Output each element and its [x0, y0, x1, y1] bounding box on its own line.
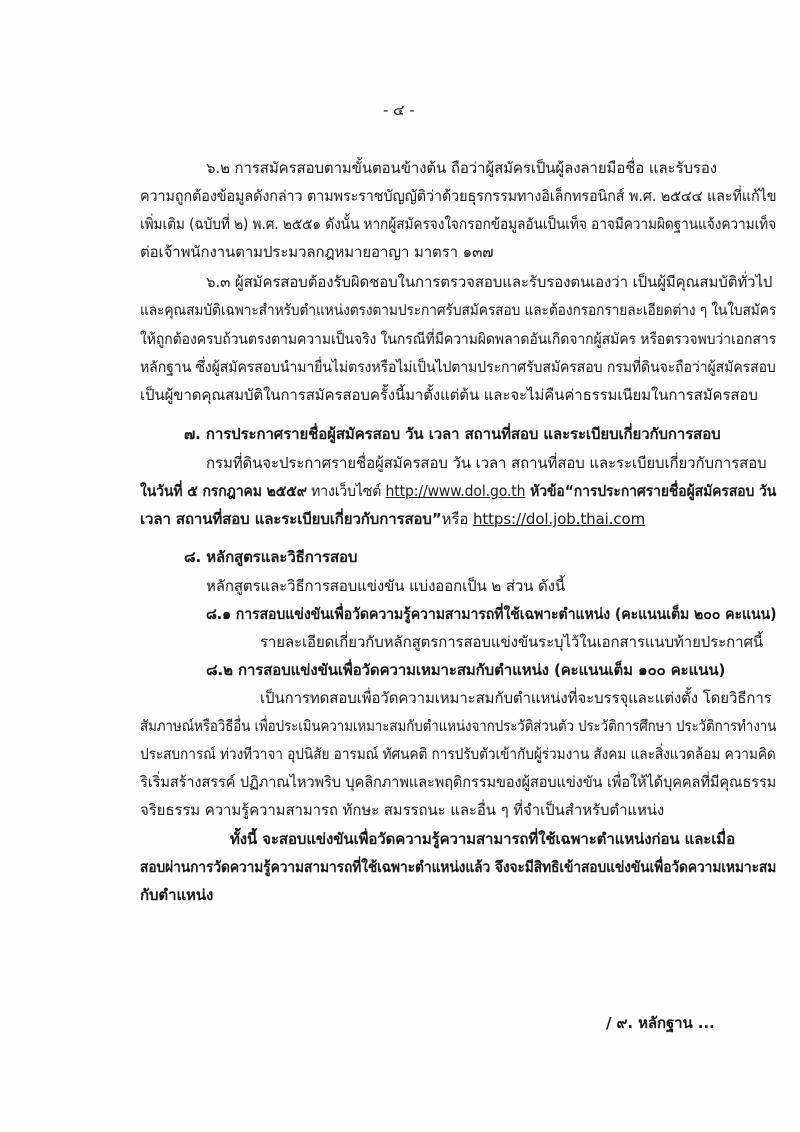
sec63-line2: และคุณสมบัติเฉพาะสำหรับตำแหน่งตรงตามประกาศรับสมัครสอบ และต้องกรอกรายละเอียดต่าง ๆ ในใบสมัคร	[140, 301, 777, 319]
sec82-line5: จริยธรรม ความรู้ความสามารถ ทักษะ สมรรถนะ และอื่น ๆ ที่จำเป็นสำหรับตำแหน่ง	[140, 801, 665, 819]
sec62-line2: ความถูกต้องข้อมูลดังกล่าว ตามพระราชบัญญัติว่าด้วยธุรกรรมทางอิเล็กทรอนิกส์ พ.ศ. ๒๕๔๔ และที่แก้ไข	[140, 187, 777, 205]
sec62-line1: ๖.๒ การสมัครสอบตามขั้นตอนข้างต้น ถือว่าผู้สมัครเป็นผู้ลงลายมือชื่อ และรับรอง	[206, 159, 717, 177]
sec62-line4: ต่อเจ้าพนักงานตามประมวลกฎหมายอาญา มาตรา ๑๓๗	[140, 243, 494, 261]
sec62-line3: เพิ่มเติม (ฉบับที่ ๒) พ.ศ. ๒๕๕๑ ดังนั้น หากผู้สมัครจงใจกรอกข้อมูลอันเป็นเท็จ อาจมีความผิดฐานแจ้งความเท็จ	[140, 215, 777, 233]
sec7-line2	[140, 481, 776, 501]
sec63-line5: เป็นผู้ขาดคุณสมบัติในการสมัครสอบครั้งนี้มาตั้งแต่ต้น และจะไม่คืนค่าธรรมเนียมในการสมัครสอบ	[140, 386, 758, 404]
note-line2: สอบผ่านการวัดความรู้ความสามารถที่ใช้เฉพาะตำแหน่งแล้ว จึงจะมีสิทธิเข้าสอบแข่งขันเพื่อวัดความเหมาะสม	[140, 858, 777, 876]
sec81-heading: ๘.๑ การสอบแข่งขันเพื่อวัดความรู้ความสามารถที่ใช้เฉพาะตำแหน่ง (คะแนนเต็ม ๒๐๐ คะแนน)	[206, 605, 777, 623]
continuation-marker: / ๙. หลักฐาน ...	[606, 1014, 715, 1032]
page-number: - ๔ -	[383, 101, 415, 119]
sec7-line3	[140, 509, 645, 529]
website-prefix: ทางเว็บไซต์	[306, 482, 386, 500]
sec7-heading: ๗. การประกาศรายชื่อผู้สมัครสอบ วัน เวลา สถานที่สอบ และระเบียบเกี่ยวกับการสอบ	[184, 425, 721, 443]
sec8-heading: ๘. หลักสูตรและวิธีการสอบ	[184, 548, 358, 566]
sec8-intro: หลักสูตรและวิธีการสอบแข่งขัน แบ่งออกเป็น ๒ ส่วน ดังนี้	[206, 577, 566, 595]
sec82-line3: ประสบการณ์ ท่วงทีวาจา อุปนิสัย อารมณ์ ทัศนคติ การปรับตัวเข้ากับผู้ร่วมงาน สังคม และสิ่งแวดล้อม ความคิด	[140, 745, 776, 763]
dol-website-link[interactable]: http://www.dol.go.th	[385, 482, 526, 500]
or-text: หรือ	[441, 510, 473, 528]
announcement-topic-cont: เวลา สถานที่สอบ และระเบียบเกี่ยวกับการสอบ”	[140, 510, 442, 528]
sec82-line1: เป็นการทดสอบเพื่อวัดความเหมาะสมกับตำแหน่งที่จะบรรจุและแต่งตั้ง โดยวิธีการ	[260, 689, 772, 707]
sec63-line3: ให้ถูกต้องครบถ้วนตรงตามความเป็นจริง ในกรณีที่มีความผิดพลาดอันเกิดจากผู้สมัคร หรือตรวจพบว่าเอกสาร	[140, 330, 777, 348]
sec81-text: รายละเอียดเกี่ยวกับหลักสูตรการสอบแข่งขันระบุไว้ในเอกสารแนบท้ายประกาศนี้	[260, 633, 764, 651]
sec7-line1: กรมที่ดินจะประกาศรายชื่อผู้สมัครสอบ วัน เวลา สถานที่สอบ และระเบียบเกี่ยวกับการสอบ	[206, 454, 767, 472]
announcement-topic: หัวข้อ“การประกาศรายชื่อผู้สมัครสอบ วัน	[525, 482, 777, 500]
sec82-line2: สัมภาษณ์หรือวิธีอื่น เพื่อประเมินความเหมาะสมกับตำแหน่งจากประวัติส่วนตัว ประวัติการศึกษา ประวัติการทำงาน	[140, 717, 777, 735]
job-website-link[interactable]: https://dol.job.thai.com	[472, 510, 646, 528]
sec82-heading: ๘.๒ การสอบแข่งขันเพื่อวัดความเหมาะสมกับตำแหน่ง (คะแนนเต็ม ๑๐๐ คะแนน)	[206, 661, 726, 679]
announcement-date: ในวันที่ ๕ กรกฎาคม ๒๕๕๙	[140, 482, 307, 500]
sec63-line4: หลักฐาน ซึ่งผู้สมัครสอบนำมายื่นไม่ตรงหรือไม่เป็นไปตามประกาศรับสมัครสอบ กรมที่ดินจะถือว่าผู้สมัครสอบ	[140, 358, 776, 376]
note-line1: ทั้งนี้ จะสอบแข่งขันเพื่อวัดความรู้ความสามารถที่ใช้เฉพาะตำแหน่งก่อน และเมื่อ	[230, 830, 735, 848]
note-line3: กับตำแหน่ง	[140, 886, 214, 904]
sec63-line1: ๖.๓ ผู้สมัครสอบต้องรับผิดชอบในการตรวจสอบและรับรองตนเองว่า เป็นผู้มีคุณสมบัติทั่วไป	[206, 273, 773, 291]
sec82-line4: ริเริ่มสร้างสรรค์ ปฏิภาณไหวพริบ บุคลิกภาพและพฤติกรรมของผู้สอบแข่งขัน เพื่อให้ได้บุคคลที่มีคุณธรรม	[140, 773, 777, 791]
